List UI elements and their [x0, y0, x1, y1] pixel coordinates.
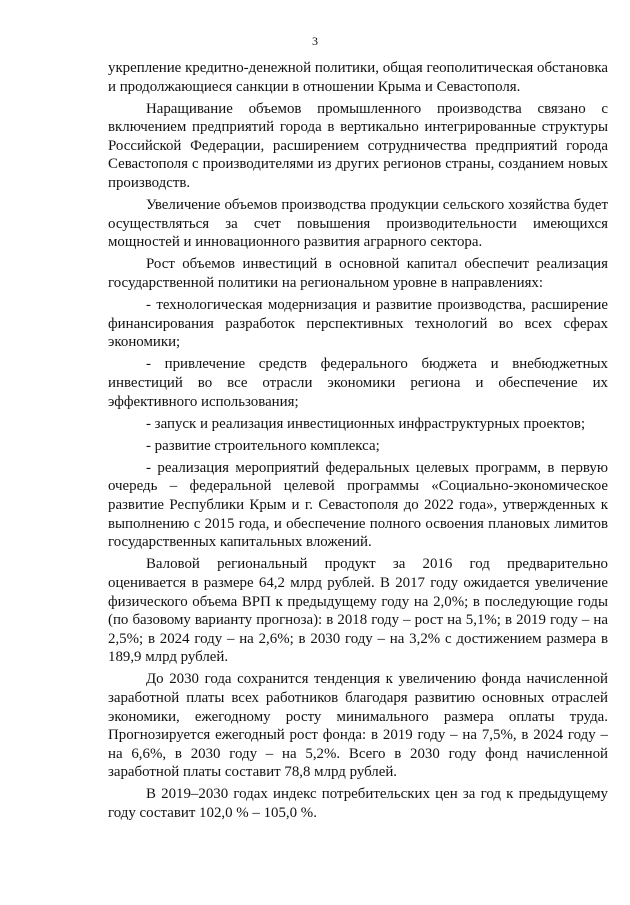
list-item-federal-programs: - реализация мероприятий федеральных целевых программ, в первую очередь – федеральной целевой программы «Социально-экономическое развитие Республики Крым и г. Севастополя до 2022 года», утвержденных к выполнению с 2015 года, и обеспечение полного освоения плановых лимитов государственных капитальных вложений. [108, 459, 608, 551]
document-body [108, 59, 608, 826]
paragraph-industrial-production: Наращивание объемов промышленного производства связано с включением предприятий города в вертикально интегрированные структуры Российской Федерации, расширением сотрудничества предприятий города Севастополя с производителями из других регионов страны, созданием новых производств. [108, 100, 608, 192]
paragraph-investment-intro: Рост объемов инвестиций в основной капитал обеспечит реализация государственной политики на региональном уровне в направлениях: [108, 256, 608, 292]
paragraph-sanctions-continuation: укрепление кредитно-денежной политики, общая геополитическая обстановка и продолжающиеся санкции в отношении Крыма и Севастополя. [108, 60, 608, 95]
paragraph-grp: Валовой региональный продукт за 2016 год предварительно оценивается в размере 64,2 млрд рублей. В 2017 году ожидается увеличение физического объема ВРП к предыдущему году на 2,0%; в последующие годы (по базовому варианту прогноза): в 2018 году – рост на 5,1%; в 2019 году – на 2,5%; в 2024 году – на 2,6%; в 2030 году – на 3,2% с достижением размера в 189,9 млрд рублей. [108, 556, 608, 666]
list-item-modernization: - технологическая модернизация и развитие производства, расширение финансирования разработок перспективных технологий во всех сферах экономики; [108, 297, 608, 351]
paragraph-agriculture: Увеличение объемов производства продукции сельского хозяйства будет осуществляться за счет повышения производительности имеющихся мощностей и инновационного развития аграрного сектора. [108, 197, 608, 251]
paragraph-cpi: В 2019–2030 годах индекс потребительских цен за год к предыдущему году составит 102,0 % – 105,0 %. [108, 786, 608, 822]
list-item-infrastructure: - запуск и реализация инвестиционных инфраструктурных проектов; [146, 415, 586, 432]
list-item-federal-funding: - привлечение средств федерального бюджета и внебюджетных инвестиций во все отрасли экономики региона и обеспечение их эффективного использования; [108, 356, 608, 410]
paragraph-wage-fund: До 2030 года сохранится тенденция к увеличению фонда начисленной заработной платы всех работников благодаря развитию основных отраслей экономики, ежегодному росту минимального размера оплаты труда. Прогнозируется ежегодный рост фонда: в 2019 году – на 7,5%, в 2024 году – на 6,6%, в 2030 году – на 5,2%. Всего в 2030 году фонд начисленной заработной платы составит 78,8 млрд рублей. [108, 671, 608, 781]
list-item-construction: - развитие строительного комплекса; [146, 437, 380, 454]
page-number: 3 [312, 34, 318, 48]
